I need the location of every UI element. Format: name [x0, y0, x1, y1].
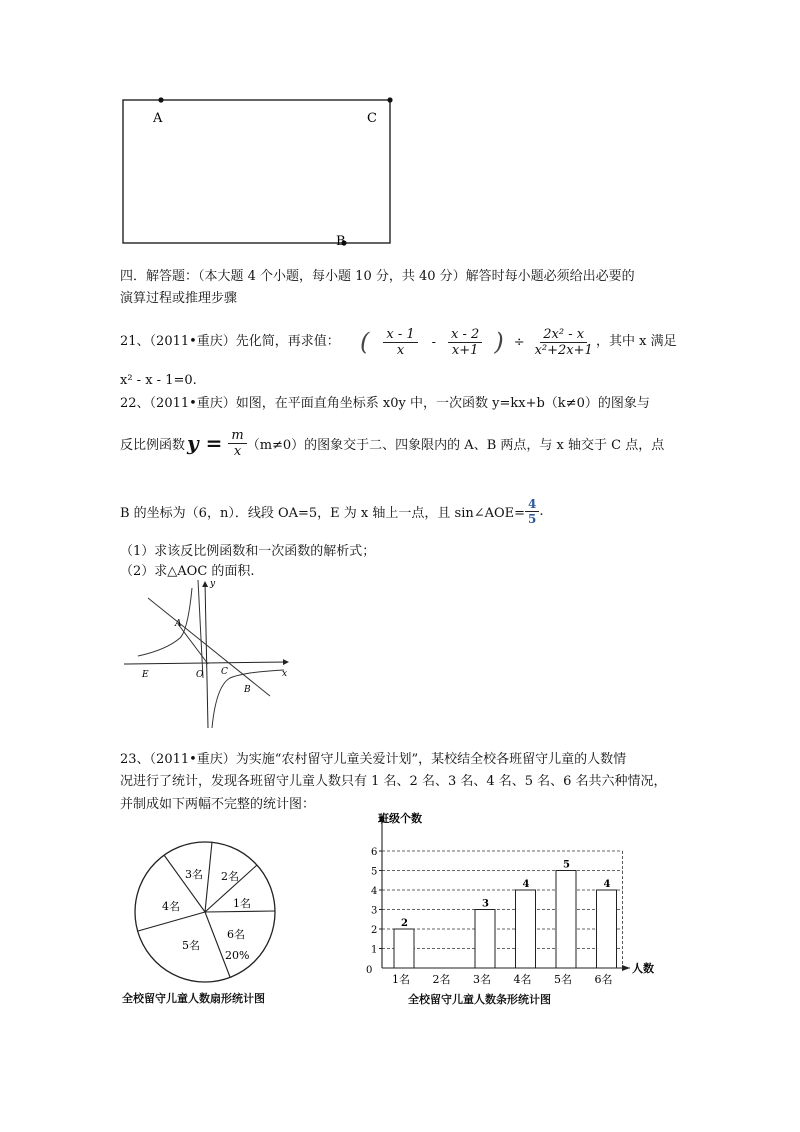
pie-label-6: 6名	[227, 928, 245, 941]
point-a-label: A	[153, 111, 163, 126]
bar-value-label: 4	[603, 879, 611, 890]
y-axis-title: 班级个数	[378, 812, 422, 825]
bar	[597, 890, 617, 968]
pie-label-6-percent: 20%	[225, 949, 250, 962]
y-tick-label: 3	[371, 905, 378, 917]
y-tick-label: 5	[371, 866, 378, 878]
x-axis-title: 人数	[632, 962, 654, 975]
fraction-2: $\frac{x - 2}{x+1}$	[448, 327, 482, 358]
func-fraction: $\frac{m}{x}$	[228, 428, 246, 459]
bar-value-label: 4	[522, 879, 530, 890]
bar-value-label: 3	[482, 898, 489, 910]
bar	[516, 890, 536, 968]
x-tick-label: 4名	[513, 973, 532, 986]
q23-line2: 况进行了统计，发现各班留守儿童人数只有 1 名、2 名、3 名、4 名、5 名、6 名共六种情况，	[120, 774, 667, 789]
open-paren: (	[360, 328, 370, 356]
pie-label-5: 5名	[182, 939, 200, 952]
section-heading-cont: 演算过程或推理步骤	[120, 291, 238, 306]
pie-label-3: 3名	[185, 868, 203, 881]
y-tick-label: 4	[371, 886, 378, 897]
q21-expression	[360, 322, 593, 362]
bar-value-label: 2	[401, 918, 408, 929]
y-tick-label: 1	[371, 944, 378, 956]
q22-line3: B 的坐标为（6，n）．线段 OA=5，E 为 x 轴上一点，且 sin∠AOE= $\frac{4}{5}$ .	[120, 496, 544, 526]
pie-label-2: 2名	[221, 870, 239, 883]
x-tick-label: 2名	[432, 973, 451, 986]
q21-condition: x² - x - 1=0.	[120, 373, 197, 388]
q23-line3: 并制成如下两幅不完整的统计图：	[120, 797, 316, 812]
bar-chart	[350, 808, 710, 988]
bar	[475, 910, 495, 969]
graph-label-a: A	[175, 619, 182, 629]
section-heading: 四．解答题：（本大题 4 个小题，每小题 10 分，共 40 分）解答时每小题必须给出必要的	[120, 269, 635, 284]
q22-sub2: （2）求△AOC 的面积.	[120, 564, 255, 579]
graph-label-x: x	[282, 669, 288, 679]
q21-suffix: ，其中 x 满足	[596, 334, 677, 349]
y-tick-label: 0	[366, 965, 373, 976]
bar-caption: 全校留守儿童人数条形统计图	[408, 993, 551, 1006]
q23-line1: 23、（2011•重庆）为实施“农村留守儿童关爱计划”，某校结全校各班留守儿童的人数情	[120, 752, 627, 767]
x-tick-label: 5名	[554, 973, 572, 986]
q21-prefix: 21、（2011•重庆）先化简，再求值：	[120, 334, 340, 349]
pie-chart	[130, 835, 280, 985]
bar	[394, 929, 414, 968]
minus-sign: -	[431, 334, 437, 350]
sin-fraction: $\frac{4}{5}$	[525, 497, 539, 526]
y-tick-label: 6	[371, 847, 378, 858]
pie-caption: 全校留守儿童人数扇形统计图	[122, 992, 265, 1005]
graph-label-o: O	[196, 670, 204, 680]
bar	[556, 871, 576, 969]
x-tick-label: 6名	[594, 973, 613, 986]
graph-label-c: C	[221, 667, 228, 677]
x-tick-label: 3名	[473, 973, 491, 986]
x-axis-arrow	[622, 965, 630, 971]
y-tick-label: 2	[371, 925, 378, 936]
close-paren: )	[494, 328, 504, 356]
graph-label-b: B	[244, 685, 251, 695]
point-c-label: C	[367, 111, 377, 126]
q22-graph	[120, 578, 300, 730]
fraction-1: $\frac{x - 1}{x}$	[383, 327, 417, 358]
q22-sub1: （1）求该反比例函数和一次函数的解析式；	[120, 544, 376, 559]
graph-label-y: y	[210, 579, 216, 589]
pie-label-4: 4名	[162, 900, 180, 913]
x-tick-label: 1名	[392, 973, 410, 986]
q22-line1: 22、（2011•重庆）如图，在平面直角坐标系 x0y 中，一次函数 y=kx+b（k≠0）的图象与	[120, 396, 650, 411]
divide-sign: ÷	[513, 334, 525, 350]
graph-label-e: E	[142, 670, 149, 680]
func-y: y =	[187, 431, 223, 455]
bar-value-label: 5	[563, 859, 570, 871]
fraction-3: $\frac{\text{2x² - x}}{\text{x²+2x+1}}$	[534, 326, 593, 358]
rectangle-figure	[115, 90, 405, 250]
pie-label-1: 1名	[233, 897, 251, 910]
point-b-label: B	[336, 234, 346, 249]
q22-line2: 反比例函数 y = $\frac{m}{x}$ （m≠0）的图象交于二、四象限内的 A、B 两点，与 x 轴交于 C 点，点	[120, 427, 665, 459]
